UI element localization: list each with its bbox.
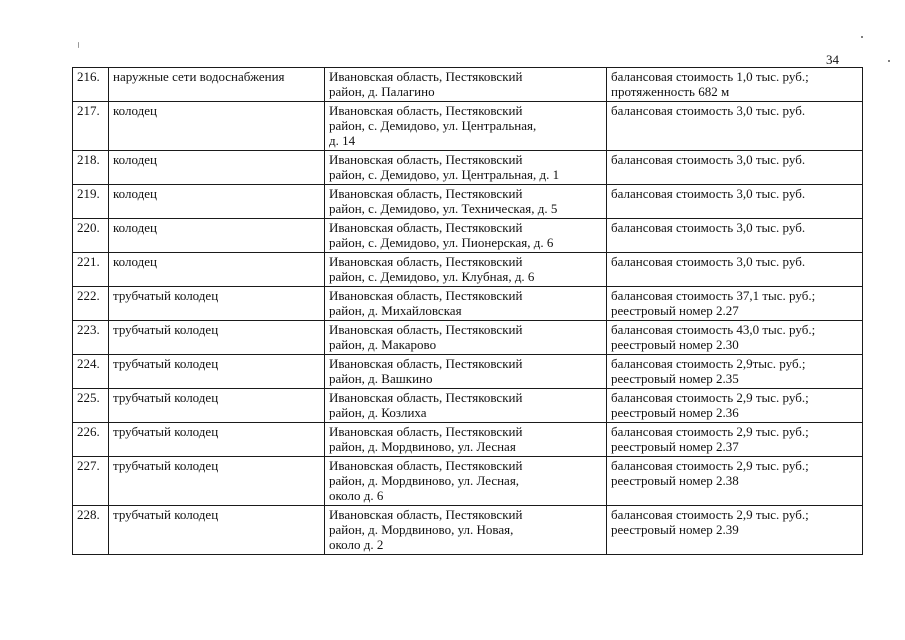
- scan-speck: [861, 36, 863, 38]
- object-name: колодец: [109, 219, 325, 253]
- object-characteristics: [607, 219, 863, 253]
- address-line: район, с. Демидово, ул. Центральная, д. 1: [329, 167, 560, 182]
- row-number: 218.: [73, 151, 109, 185]
- address-line: около д. 2: [329, 537, 384, 552]
- object-name: трубчатый колодец: [109, 355, 325, 389]
- address-line: Ивановская область, Пестяковский: [329, 152, 523, 167]
- address-line: Ивановская область, Пестяковский: [329, 103, 523, 118]
- row-number: 217.: [73, 102, 109, 151]
- object-characteristics: [607, 321, 863, 355]
- characteristics-line: балансовая стоимость 2,9 тыс. руб.;: [611, 390, 809, 405]
- address-line: Ивановская область, Пестяковский: [329, 220, 523, 235]
- address-line: район, д. Козлиха: [329, 405, 427, 420]
- characteristics-line: балансовая стоимость 3,0 тыс. руб.: [611, 103, 806, 118]
- object-characteristics: [607, 253, 863, 287]
- object-characteristics: [607, 68, 863, 102]
- address-line: Ивановская область, Пестяковский: [329, 254, 523, 269]
- characteristics-line: балансовая стоимость 3,0 тыс. руб.: [611, 186, 806, 201]
- object-name: трубчатый колодец: [109, 423, 325, 457]
- address-line: район, д. Макарово: [329, 337, 437, 352]
- address-line: район, с. Демидово, ул. Центральная,: [329, 118, 537, 133]
- table-row: [73, 506, 863, 555]
- address-line: Ивановская область, Пестяковский: [329, 507, 523, 522]
- object-name: трубчатый колодец: [109, 287, 325, 321]
- characteristics-line: балансовая стоимость 2,9 тыс. руб.;: [611, 507, 809, 522]
- table-row: [73, 457, 863, 506]
- characteristics-line: балансовая стоимость 3,0 тыс. руб.: [611, 152, 806, 167]
- object-address: [325, 506, 607, 555]
- object-address: [325, 457, 607, 506]
- object-characteristics: [607, 506, 863, 555]
- characteristics-line: балансовая стоимость 2,9тыс. руб.;: [611, 356, 806, 371]
- object-name: трубчатый колодец: [109, 389, 325, 423]
- address-line: Ивановская область, Пестяковский: [329, 186, 523, 201]
- object-characteristics: [607, 102, 863, 151]
- object-characteristics: [607, 457, 863, 506]
- address-line: Ивановская область, Пестяковский: [329, 356, 523, 371]
- address-line: Ивановская область, Пестяковский: [329, 424, 523, 439]
- row-number: 223.: [73, 321, 109, 355]
- row-number: 222.: [73, 287, 109, 321]
- table-row: [73, 253, 863, 287]
- row-number: 228.: [73, 506, 109, 555]
- object-characteristics: [607, 389, 863, 423]
- address-line: район, д. Мордвиново, ул. Лесная: [329, 439, 516, 454]
- characteristics-line: реестровый номер 2.35: [611, 371, 739, 386]
- object-address: [325, 68, 607, 102]
- object-address: [325, 389, 607, 423]
- row-number: 220.: [73, 219, 109, 253]
- scan-speck: [888, 60, 890, 62]
- object-characteristics: [607, 151, 863, 185]
- row-number: 219.: [73, 185, 109, 219]
- object-address: [325, 253, 607, 287]
- object-characteristics: [607, 355, 863, 389]
- row-number: 227.: [73, 457, 109, 506]
- object-address: [325, 321, 607, 355]
- object-address: [325, 287, 607, 321]
- object-name: трубчатый колодец: [109, 457, 325, 506]
- object-address: [325, 185, 607, 219]
- page-number: 34: [826, 52, 839, 67]
- object-address: [325, 151, 607, 185]
- address-line: район, с. Демидово, ул. Клубная, д. 6: [329, 269, 535, 284]
- address-line: около д. 6: [329, 488, 384, 503]
- table-row: [73, 423, 863, 457]
- characteristics-line: реестровый номер 2.36: [611, 405, 739, 420]
- object-name: колодец: [109, 151, 325, 185]
- row-number: 221.: [73, 253, 109, 287]
- address-line: Ивановская область, Пестяковский: [329, 69, 523, 84]
- object-name: колодец: [109, 185, 325, 219]
- address-line: Ивановская область, Пестяковский: [329, 322, 523, 337]
- object-address: [325, 355, 607, 389]
- object-name: колодец: [109, 253, 325, 287]
- table-row: [73, 68, 863, 102]
- characteristics-line: балансовая стоимость 37,1 тыс. руб.;: [611, 288, 816, 303]
- row-number: 224.: [73, 355, 109, 389]
- table-row: [73, 389, 863, 423]
- address-line: район, д. Палагино: [329, 84, 435, 99]
- characteristics-line: реестровый номер 2.30: [611, 337, 739, 352]
- characteristics-line: балансовая стоимость 3,0 тыс. руб.: [611, 220, 806, 235]
- row-number: 216.: [73, 68, 109, 102]
- address-line: Ивановская область, Пестяковский: [329, 390, 523, 405]
- characteristics-line: реестровый номер 2.39: [611, 522, 739, 537]
- address-line: район, д. Мордвиново, ул. Лесная,: [329, 473, 520, 488]
- table-row: [73, 219, 863, 253]
- object-name: наружные сети водоснабжения: [109, 68, 325, 102]
- object-name: трубчатый колодец: [109, 321, 325, 355]
- object-name: колодец: [109, 102, 325, 151]
- property-registry-table: [72, 67, 863, 555]
- table-row: [73, 151, 863, 185]
- object-address: [325, 102, 607, 151]
- characteristics-line: реестровый номер 2.37: [611, 439, 739, 454]
- table-row: [73, 321, 863, 355]
- address-line: Ивановская область, Пестяковский: [329, 458, 523, 473]
- table-row: [73, 102, 863, 151]
- address-line: район, с. Демидово, ул. Техническая, д. 5: [329, 201, 558, 216]
- address-line: район, д. Вашкино: [329, 371, 433, 386]
- table-row: [73, 185, 863, 219]
- registry-body: [73, 68, 863, 555]
- characteristics-line: протяженность 682 м: [611, 84, 730, 99]
- object-characteristics: [607, 423, 863, 457]
- address-line: район, с. Демидово, ул. Пионерская, д. 6: [329, 235, 554, 250]
- object-characteristics: [607, 185, 863, 219]
- address-line: д. 14: [329, 133, 356, 148]
- object-address: [325, 423, 607, 457]
- object-name: трубчатый колодец: [109, 506, 325, 555]
- object-address: [325, 219, 607, 253]
- row-number: 225.: [73, 389, 109, 423]
- characteristics-line: балансовая стоимость 1,0 тыс. руб.;: [611, 69, 809, 84]
- address-line: район, д. Михайловская: [329, 303, 462, 318]
- row-number: 226.: [73, 423, 109, 457]
- scan-speck: [78, 42, 79, 48]
- address-line: район, д. Мордвиново, ул. Новая,: [329, 522, 514, 537]
- characteristics-line: балансовая стоимость 2,9 тыс. руб.;: [611, 424, 809, 439]
- characteristics-line: балансовая стоимость 2,9 тыс. руб.;: [611, 458, 809, 473]
- characteristics-line: балансовая стоимость 3,0 тыс. руб.: [611, 254, 806, 269]
- object-characteristics: [607, 287, 863, 321]
- characteristics-line: реестровый номер 2.27: [611, 303, 739, 318]
- characteristics-line: реестровый номер 2.38: [611, 473, 739, 488]
- table-row: [73, 287, 863, 321]
- characteristics-line: балансовая стоимость 43,0 тыс. руб.;: [611, 322, 816, 337]
- table-row: [73, 355, 863, 389]
- address-line: Ивановская область, Пестяковский: [329, 288, 523, 303]
